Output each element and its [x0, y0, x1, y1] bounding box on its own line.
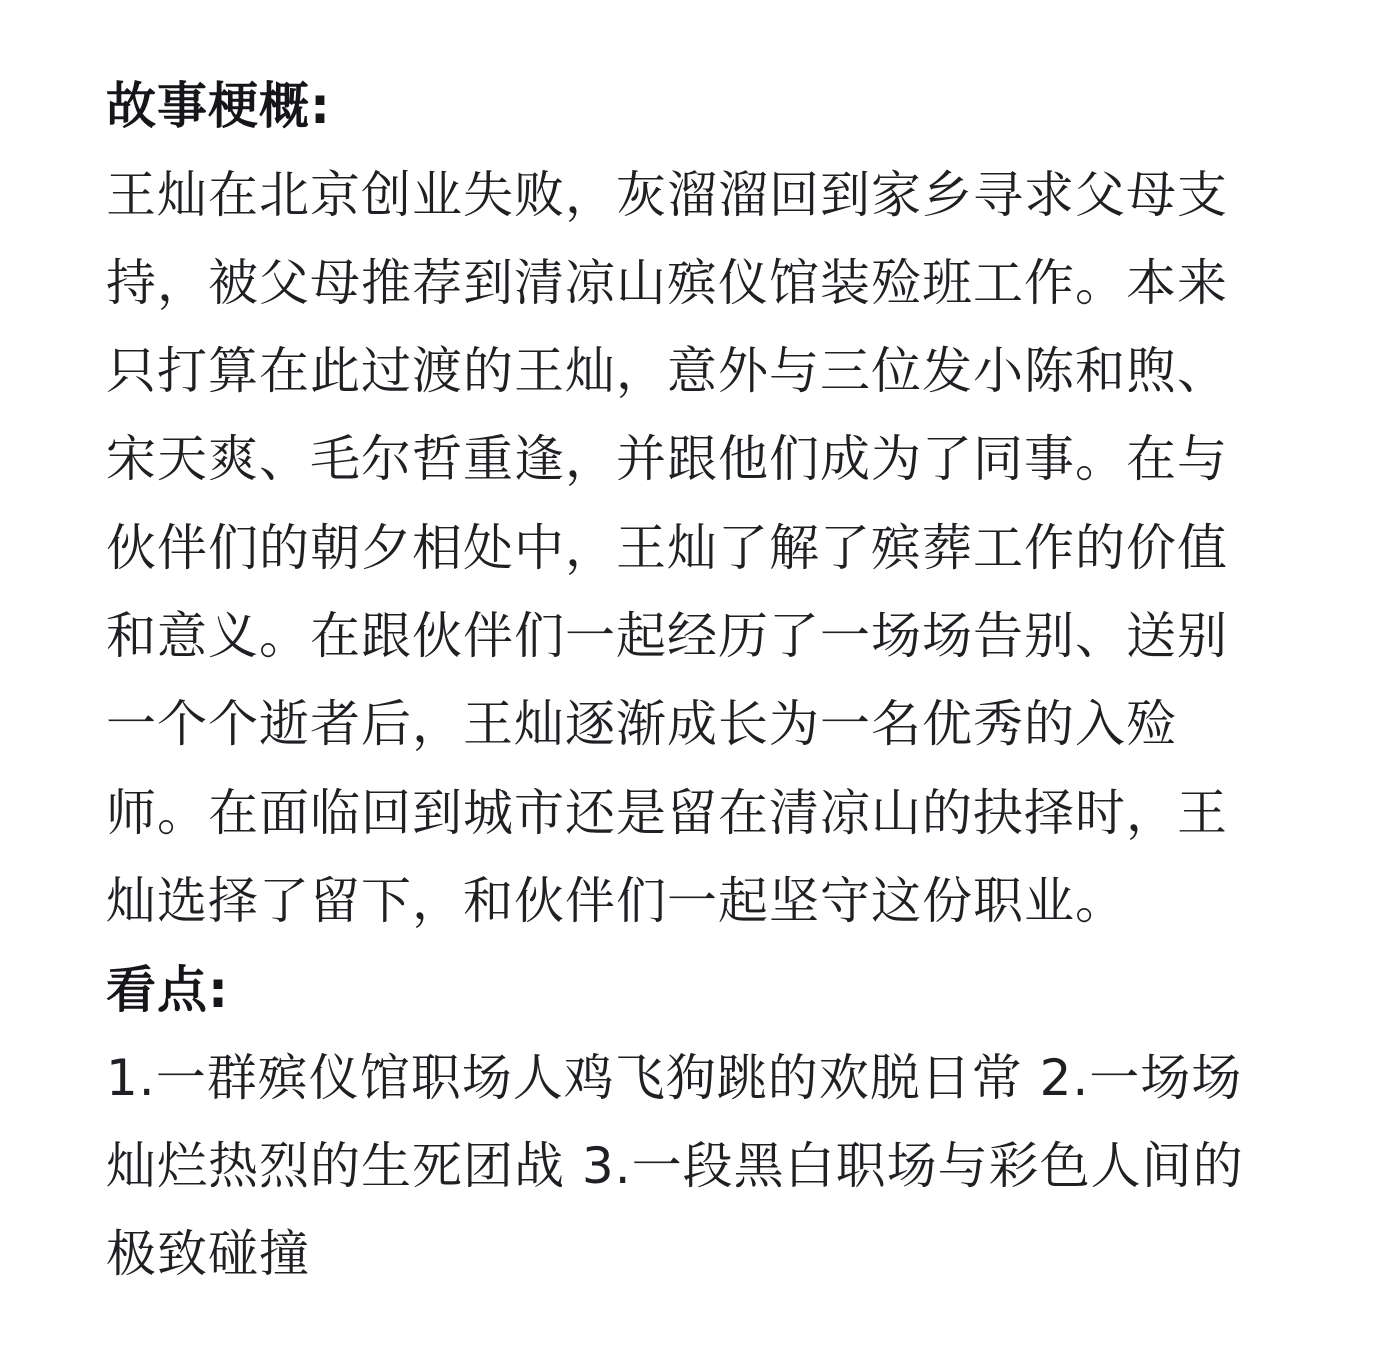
synopsis-line: 宋天爽、毛尔哲重逢，并跟他们成为了同事。在与 [106, 430, 1228, 488]
synopsis-line: 持，被父母推荐到清凉山殡仪馆装殓班工作。本来 [106, 254, 1228, 312]
highlights-line: 极致碰撞 [106, 1225, 310, 1283]
synopsis-line: 伙伴们的朝夕相处中，王灿了解了殡葬工作的价值 [106, 519, 1228, 577]
synopsis-heading: 故事梗概: [106, 77, 331, 135]
highlights-line: 1.一群殡仪馆职场人鸡飞狗跳的欢脱日常 2.一场场 [106, 1049, 1243, 1107]
synopsis-line: 和意义。在跟伙伴们一起经历了一场场告别、送别 [106, 607, 1228, 665]
synopsis-line: 灿选择了留下，和伙伴们一起坚守这份职业。 [106, 872, 1126, 930]
highlights-line: 灿烂热烈的生死团战 3.一段黑白职场与彩色人间的 [106, 1137, 1244, 1195]
synopsis-line: 王灿在北京创业失败，灰溜溜回到家乡寻求父母支 [106, 166, 1228, 224]
synopsis-line: 只打算在此过渡的王灿，意外与三位发小陈和煦、 [106, 342, 1228, 400]
synopsis-line: 师。在面临回到城市还是留在清凉山的抉择时，王 [106, 784, 1228, 842]
synopsis-line: 一个个逝者后，王灿逐渐成长为一名优秀的入殓 [106, 695, 1177, 753]
highlights-heading: 看点: [106, 961, 229, 1019]
